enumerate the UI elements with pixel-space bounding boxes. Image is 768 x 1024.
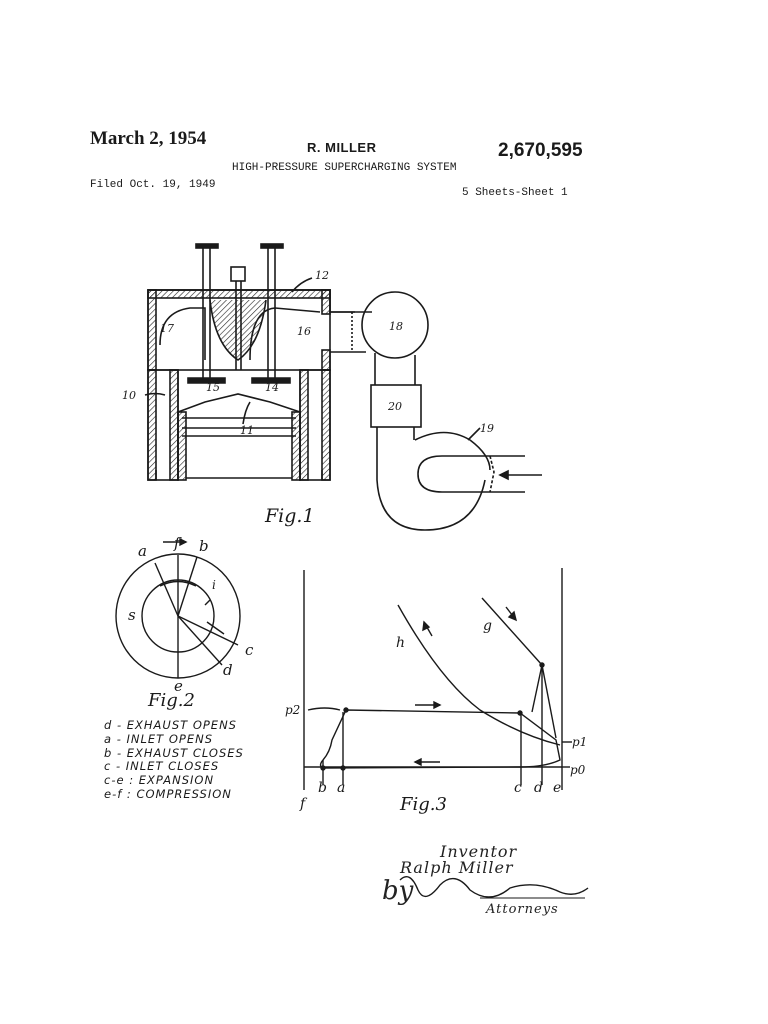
legend-item: d - EXHAUST OPENS (104, 718, 237, 732)
patent-title: HIGH-PRESSURE SUPERCHARGING SYSTEM (232, 162, 457, 174)
fig2-legend (104, 719, 244, 802)
patent-date: March 2, 1954 (90, 128, 207, 149)
ref-11: 11 (240, 424, 254, 437)
legend-item: c - INLET CLOSES (104, 759, 220, 774)
fig2-label-d: d (223, 661, 233, 679)
fig2-label-a: a (138, 542, 147, 560)
fig3-label-p1: p1 (572, 735, 588, 749)
inventor-signature-name: Ralph Miller (400, 858, 514, 877)
ref-12: 12 (315, 269, 329, 282)
fig3-label-b: b (318, 780, 327, 796)
filed-date: Filed Oct. 19, 1949 (90, 179, 216, 191)
legend-item: c-e : EXPANSION (104, 773, 215, 788)
inventor-name-header: R. MILLER (307, 140, 377, 155)
ref-18: 18 (389, 320, 403, 333)
fig3-label-g: g (483, 618, 492, 634)
fig3-label-p0: p0 (570, 763, 586, 777)
turbine-19 (415, 433, 490, 471)
inventor-label: Inventor (440, 842, 518, 861)
fig1-caption: Fig.1 (265, 505, 315, 527)
fig3-caption: Fig.3 (400, 794, 447, 815)
ref-10: 10 (122, 389, 136, 402)
ref-15: 15 (206, 381, 220, 394)
figure-1-engine (145, 244, 542, 530)
fig3-label-e: e (553, 780, 562, 796)
ref-14: 14 (265, 381, 279, 394)
patent-number: 2,670,595 (498, 140, 583, 161)
fig2-label-e: e (174, 677, 183, 695)
legend-item: e-f : COMPRESSION (104, 786, 232, 801)
ref-20: 20 (388, 400, 402, 413)
legend-item: a - INLET OPENS (104, 731, 214, 746)
attorneys-label: Attorneys (486, 902, 559, 917)
fig2-label-s: s (128, 606, 136, 624)
fig2-label-i: i (212, 578, 216, 592)
fig2-label-c: c (245, 641, 254, 659)
figure-3-pressure-diagram (304, 568, 572, 790)
fig3-label-c: c (514, 780, 522, 796)
fig3-label-p2: p2 (285, 703, 301, 717)
attorney-signature-mark (400, 877, 588, 897)
legend-item: b - EXHAUST CLOSES (104, 745, 244, 760)
ref-19: 19 (480, 422, 494, 435)
fig3-label-f: f (300, 796, 306, 812)
fig2-caption: Fig.2 (148, 690, 195, 711)
fig2-label-b: b (199, 537, 209, 555)
fig2-label-f: f (174, 534, 180, 552)
by-label: by (382, 876, 414, 906)
fig3-label-h: h (396, 635, 406, 651)
sheet-count: 5 Sheets-Sheet 1 (462, 187, 568, 199)
fig3-label-d: d (534, 780, 543, 796)
ref-16: 16 (297, 325, 311, 338)
fig3-label-a: a (337, 780, 346, 796)
ref-17: 17 (160, 322, 174, 335)
